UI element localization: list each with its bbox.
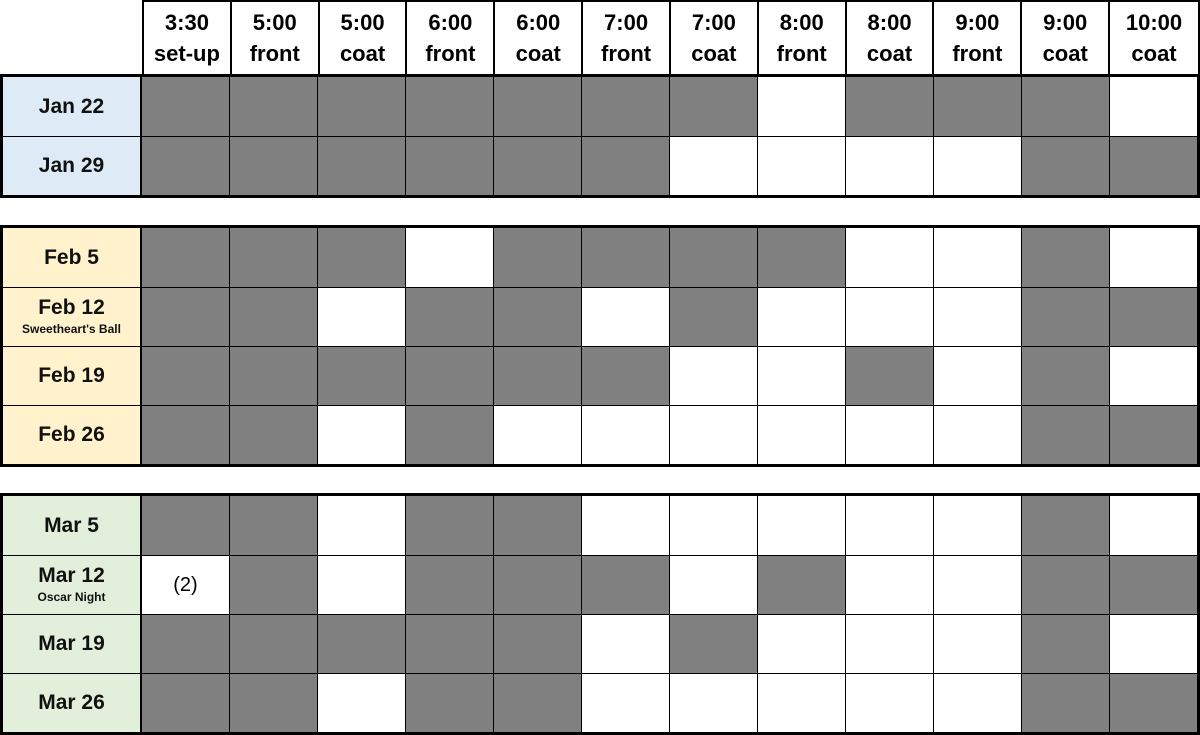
slot-filled[interactable]: [846, 347, 934, 405]
slot-filled[interactable]: [406, 406, 494, 464]
event-note: Oscar Night: [37, 590, 106, 604]
slot-filled[interactable]: [318, 228, 406, 287]
slot-open[interactable]: [758, 674, 846, 732]
slot-filled[interactable]: [142, 347, 230, 405]
date-label: Feb 19: [38, 364, 105, 387]
slot-filled[interactable]: [142, 137, 230, 195]
slot-filled[interactable]: [494, 137, 582, 195]
schedule-row: [3, 673, 1197, 732]
slot-open[interactable]: [934, 228, 1022, 287]
date-label: Mar 5: [44, 513, 99, 537]
date-label: Feb 12: [38, 296, 105, 319]
slot-filled[interactable]: [406, 496, 494, 555]
slot-open[interactable]: [846, 228, 934, 287]
column-header: [759, 2, 847, 74]
slot-filled[interactable]: [494, 77, 582, 136]
column-role: set-up: [153, 41, 220, 66]
slot-open[interactable]: [582, 674, 670, 732]
slot-open[interactable]: [846, 496, 934, 555]
column-header: [1110, 2, 1200, 74]
slot-filled[interactable]: [406, 674, 494, 732]
slot-filled[interactable]: [494, 615, 582, 673]
slot-filled[interactable]: [406, 615, 494, 673]
slot-filled[interactable]: [1022, 496, 1110, 555]
schedule-row: [3, 287, 1197, 346]
slot-filled[interactable]: [142, 674, 230, 732]
slot-open[interactable]: [934, 137, 1022, 195]
slot-open[interactable]: [1110, 228, 1197, 287]
row-date: [3, 228, 142, 287]
column-time: 8:00: [867, 10, 912, 35]
slot-filled[interactable]: [494, 347, 582, 405]
slot-open[interactable]: [1110, 347, 1197, 405]
slot-filled[interactable]: [230, 347, 318, 405]
slot-filled[interactable]: [142, 77, 230, 136]
slot-filled[interactable]: [1110, 137, 1197, 195]
slot-filled[interactable]: [1022, 406, 1110, 464]
slot-filled[interactable]: [142, 288, 230, 346]
slot-filled[interactable]: [230, 615, 318, 673]
slot-open[interactable]: [582, 496, 670, 555]
slot-filled[interactable]: [1110, 406, 1197, 464]
slot-open[interactable]: [846, 406, 934, 464]
column-header: [495, 2, 583, 74]
slot-filled[interactable]: [670, 228, 758, 287]
slot-open[interactable]: [934, 556, 1022, 614]
slot-filled[interactable]: [1022, 347, 1110, 405]
slot-filled[interactable]: [1022, 556, 1110, 614]
slot-filled[interactable]: [230, 77, 318, 136]
slot-filled[interactable]: [670, 77, 758, 136]
schedule-row: [3, 496, 1197, 555]
slot-open[interactable]: [758, 615, 846, 673]
slot-open[interactable]: [1110, 615, 1197, 673]
date-label: Feb 26: [38, 423, 105, 446]
slot-open[interactable]: [318, 674, 406, 732]
date-label: Mar 19: [38, 632, 105, 655]
month-group-january: [0, 74, 1200, 198]
column-header: [232, 2, 320, 74]
date-label: Jan 29: [38, 154, 105, 177]
slot-open[interactable]: [758, 406, 846, 464]
slot-open[interactable]: [582, 615, 670, 673]
schedule-row: [3, 77, 1197, 136]
column-role: coat: [339, 41, 386, 66]
slot-open[interactable]: [934, 674, 1022, 732]
slot-filled[interactable]: [142, 406, 230, 464]
row-date: [3, 556, 142, 614]
slot-filled[interactable]: [670, 615, 758, 673]
slot-filled[interactable]: [230, 674, 318, 732]
slot-filled[interactable]: [230, 556, 318, 614]
slot-filled[interactable]: [582, 77, 670, 136]
slot-filled[interactable]: [1022, 228, 1110, 287]
slot-open[interactable]: [758, 77, 846, 136]
schedule-row: [3, 555, 1197, 614]
column-time: 9:00: [1043, 10, 1088, 35]
row-date: [3, 77, 142, 136]
schedule-row: [3, 136, 1197, 195]
column-time: 7:00: [604, 10, 649, 35]
schedule-row: [3, 614, 1197, 673]
month-group-february: [0, 225, 1200, 467]
column-header: [320, 2, 408, 74]
slot-open[interactable]: [670, 406, 758, 464]
slot-open[interactable]: [582, 406, 670, 464]
month-group-march: [0, 493, 1200, 735]
slot-filled[interactable]: [582, 228, 670, 287]
slot-open[interactable]: [758, 288, 846, 346]
column-time: 6:00: [428, 10, 473, 35]
slot-open[interactable]: [670, 674, 758, 732]
slot-open[interactable]: (2): [142, 556, 230, 614]
slot-filled[interactable]: [494, 288, 582, 346]
slot-open[interactable]: [934, 288, 1022, 346]
slot-filled[interactable]: [1110, 674, 1197, 732]
row-date: [3, 674, 142, 732]
slot-open[interactable]: [846, 137, 934, 195]
slot-filled[interactable]: [230, 228, 318, 287]
slot-filled[interactable]: [406, 137, 494, 195]
column-role: front: [952, 41, 1003, 66]
slot-filled[interactable]: [406, 288, 494, 346]
slot-open[interactable]: [1110, 496, 1197, 555]
slot-filled[interactable]: [582, 347, 670, 405]
slot-filled[interactable]: [318, 347, 406, 405]
slot-open[interactable]: [934, 615, 1022, 673]
slot-open[interactable]: [758, 496, 846, 555]
slot-filled[interactable]: [494, 496, 582, 555]
column-header: [847, 2, 935, 74]
slot-filled[interactable]: [142, 228, 230, 287]
column-role: coat: [1131, 41, 1177, 66]
slot-filled[interactable]: [846, 77, 934, 136]
column-role: front: [425, 41, 476, 66]
column-header: [407, 2, 495, 74]
column-header: [144, 2, 232, 74]
slot-open[interactable]: [582, 288, 670, 346]
column-role: coat: [515, 41, 561, 66]
schedule-row: [3, 405, 1197, 464]
schedule-row: [3, 228, 1197, 287]
slot-filled[interactable]: [142, 496, 230, 555]
column-header: [1022, 2, 1110, 74]
slot-open[interactable]: [934, 406, 1022, 464]
row-date: [3, 406, 142, 464]
schedule-row: [3, 346, 1197, 405]
column-role: coat: [1042, 41, 1088, 66]
slot-filled[interactable]: [582, 137, 670, 195]
slot-filled[interactable]: [494, 674, 582, 732]
slot-open[interactable]: [318, 556, 406, 614]
slot-open[interactable]: [670, 496, 758, 555]
column-time: 8:00: [779, 10, 824, 35]
slot-open[interactable]: [934, 496, 1022, 555]
slot-open[interactable]: [758, 137, 846, 195]
column-time: 5:00: [252, 10, 297, 35]
column-role: coat: [866, 41, 913, 66]
slot-filled[interactable]: [142, 615, 230, 673]
column-time: 9:00: [955, 10, 1000, 35]
slot-filled[interactable]: [1022, 674, 1110, 732]
slot-filled[interactable]: [318, 77, 406, 136]
column-role: front: [776, 41, 827, 66]
slot-open[interactable]: [758, 347, 846, 405]
slot-filled[interactable]: [1022, 77, 1110, 136]
slot-filled[interactable]: [230, 137, 318, 195]
slot-open[interactable]: [846, 615, 934, 673]
column-time: 3:30: [164, 10, 209, 35]
slot-filled[interactable]: [1022, 288, 1110, 346]
column-header: [583, 2, 671, 74]
column-header: [934, 2, 1022, 74]
column-time: 6:00: [516, 10, 561, 35]
column-time: 10:00: [1125, 10, 1183, 35]
slot-open[interactable]: [318, 288, 406, 346]
column-time: 5:00: [340, 10, 385, 35]
event-note: Sweetheart's Ball: [22, 322, 121, 336]
slot-filled[interactable]: [1110, 556, 1197, 614]
slot-open[interactable]: [846, 556, 934, 614]
column-header: [671, 2, 759, 74]
slot-filled[interactable]: [406, 77, 494, 136]
slot-open[interactable]: [1110, 77, 1197, 136]
slot-open[interactable]: [670, 347, 758, 405]
row-date: [3, 137, 142, 195]
date-label: Jan 22: [38, 94, 105, 118]
slot-filled[interactable]: [582, 556, 670, 614]
column-role: coat: [691, 41, 737, 66]
date-label: Mar 12: [38, 564, 105, 587]
slot-filled[interactable]: [230, 288, 318, 346]
row-date: [3, 347, 142, 405]
slot-open[interactable]: [846, 288, 934, 346]
row-date: [3, 615, 142, 673]
slot-filled[interactable]: [494, 228, 582, 287]
slot-filled[interactable]: [318, 615, 406, 673]
slot-filled[interactable]: [406, 347, 494, 405]
slot-open[interactable]: [670, 556, 758, 614]
slot-filled[interactable]: [230, 496, 318, 555]
date-label: Feb 5: [44, 245, 99, 269]
slot-open[interactable]: [670, 137, 758, 195]
slot-open[interactable]: [934, 347, 1022, 405]
slot-open[interactable]: [846, 674, 934, 732]
slot-filled[interactable]: [1110, 288, 1197, 346]
row-date: [3, 496, 142, 555]
slot-filled[interactable]: [1022, 615, 1110, 673]
schedule-header: [142, 0, 1200, 74]
date-label: Mar 26: [38, 691, 105, 714]
slot-open[interactable]: [318, 496, 406, 555]
column-role: front: [249, 41, 300, 66]
slot-filled[interactable]: [934, 77, 1022, 136]
slot-open[interactable]: [318, 406, 406, 464]
column-time: 7:00: [691, 10, 736, 35]
slot-filled[interactable]: [1022, 137, 1110, 195]
column-role: front: [601, 41, 652, 66]
slot-open[interactable]: [406, 228, 494, 287]
slot-filled[interactable]: [406, 556, 494, 614]
slot-filled[interactable]: [230, 406, 318, 464]
row-date: [3, 288, 142, 346]
slot-filled[interactable]: [494, 556, 582, 614]
slot-open[interactable]: [494, 406, 582, 464]
slot-filled[interactable]: [670, 288, 758, 346]
slot-filled[interactable]: [318, 137, 406, 195]
slot-filled[interactable]: [758, 228, 846, 287]
slot-filled[interactable]: [758, 556, 846, 614]
